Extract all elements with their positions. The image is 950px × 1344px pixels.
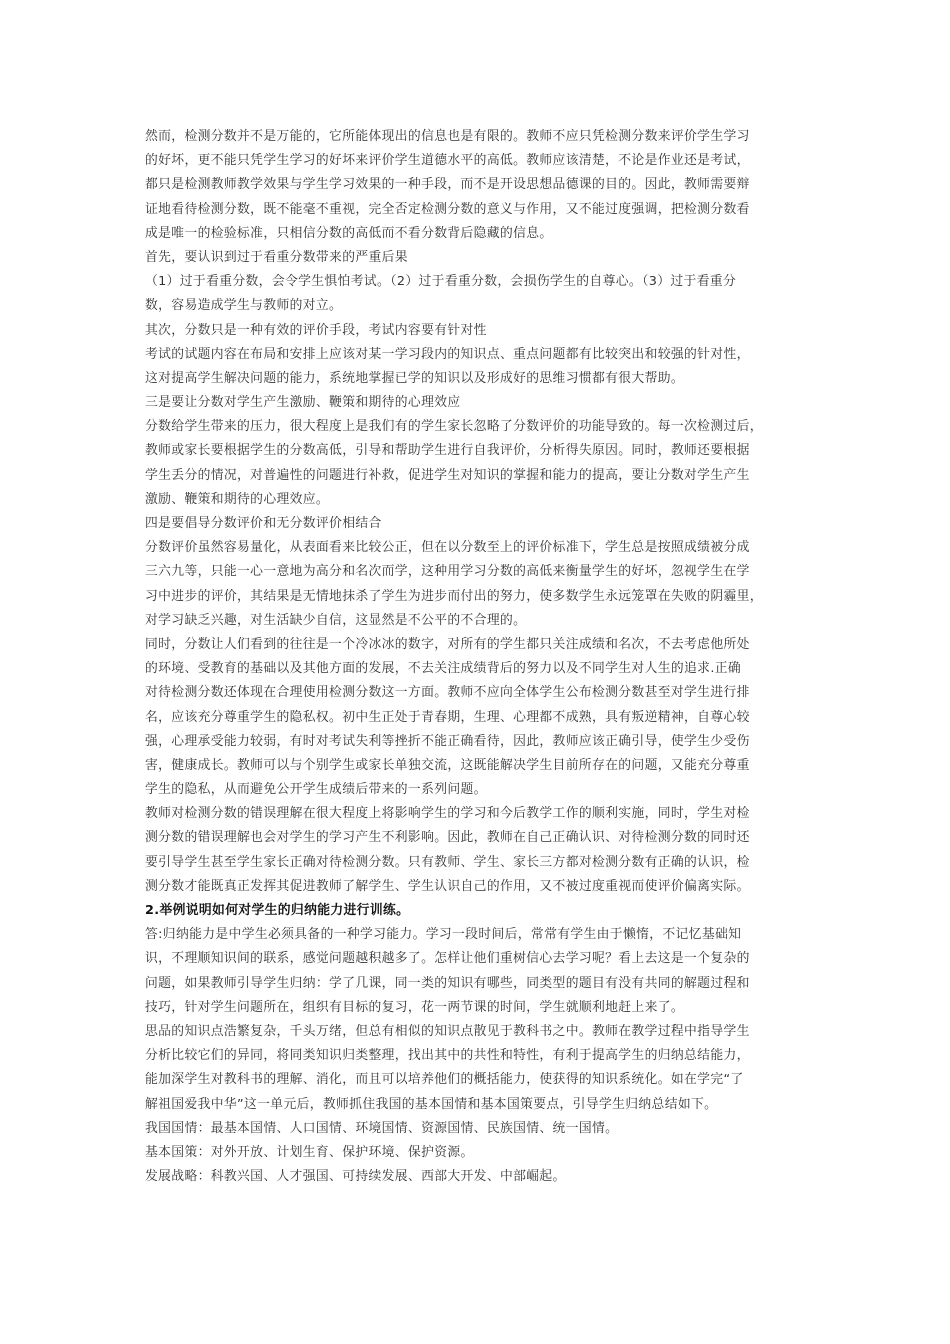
text-line: （1）过于看重分数，会令学生惧怕考试。（2）过于看重分数，会损伤学生的自尊心。（3）过于看重分 [145,274,737,290]
text-line: 三六九等，只能一心一意地为高分和名次而学，这种用学习分数的高低来衡量学生的好坏，忽视学生在学 [145,564,750,580]
text-line: 分数评价虽然容易量化，从表面看来比较公正，但在以分数至上的评价标准下，学生总是按照成绩被分成 [145,540,750,556]
text-line: 这对提高学生解决问题的能力，系统地掌握已学的知识以及形成好的思维习惯都有很大帮助。 [145,370,685,386]
text-line: 害，健康成长。教师可以与个别学生或家长单独交流，这既能解决学生目前所存在的问题，又能充分尊重 [145,757,750,773]
text-line: 问题，如果教师引导学生归纳：学了几课，同一类的知识有哪些，同类型的题目有没有共同的解题过程和 [145,975,750,991]
text-line: 成是唯一的检验标准，只相信分数的高低而不看分数背后隐藏的信息。 [145,225,553,241]
text-line: 学生丢分的情况，对普遍性的问题进行补救，促进学生对知识的掌握和能力的提高，要让分数对学生产生 [145,467,750,483]
text-line: 教师或家长要根据学生的分数高低，引导和帮助学生进行自我评价，分析得失原因。同时，教师还要根据 [145,443,750,459]
text-line: 四是要倡导分数评价和无分数评价相结合 [145,516,382,531]
text-line: 的环境、受教育的基础以及其他方面的发展，不去关注成绩背后的努力以及不同学生对人生的追求.正确 [145,661,742,677]
text-line: 解祖国爱我中华”这一单元后，教师抓住我国的基本国情和基本国策要点，引导学生归纳总结如下。 [145,1096,718,1112]
text-line: 要引导学生甚至学生家长正确对待检测分数。只有教师、学生、家长三方都对检测分数有正确的认识，检 [145,854,750,870]
text-line: 分析比较它们的异同，将同类知识归类整理，找出其中的共性和特性，有利于提高学生的归纳总结能力， [145,1048,750,1064]
text-line: 对学习缺乏兴趣，对生活缺少自信，这显然是不公平的不合理的。 [145,612,527,628]
text-line: 技巧，针对学生问题所在，组织有目标的复习，花一两节课的时间，学生就顺利地赶上来了。 [145,999,685,1015]
text-line: 基本国策：对外开放、计划生育、保护环境、保护资源。 [145,1144,474,1160]
text-line: 能加深学生对教科书的理解、消化，而且可以培养他们的概括能力，使获得的知识系统化。如在学完“了 [145,1072,744,1088]
text-line: 证地看待检测分数，既不能毫不重视，完全否定检测分数的意义与作用，又不能过度强调，把检测分数看 [145,201,750,217]
text-line: 教师对检测分数的错误理解在很大程度上将影响学生的学习和今后教学工作的顺利实施，同时，学生对检 [145,806,750,822]
text-line: 对待检测分数还体现在合理使用检测分数这一方面。教师不应向全体学生公布检测分数甚至对学生进行排 [145,685,750,701]
text-line: 同时，分数让人们看到的往往是一个冷冰冰的数字，对所有的学生都只关注成绩和名次，不去考虑他所处 [145,636,750,652]
text-line: 首先，要认识到过于看重分数带来的严重后果 [145,249,408,265]
text-line: 其次，分数只是一种有效的评价手段，考试内容要有针对性 [145,322,487,338]
text-line: 学生的隐私，从而避免公开学生成绩后带来的一系列问题。 [145,782,487,798]
text-line: 三是要让分数对学生产生激励、鞭策和期待的心理效应 [145,395,461,411]
text-line: 我国国情：最基本国情、人口国情、环境国情、资源国情、民族国情、统一国情。 [145,1120,619,1136]
text-line: 激励、鞭策和期待的心理效应。 [145,491,330,507]
text-line: 名，应该充分尊重学生的隐私权。初中生正处于青春期，生理、心理都不成熟，具有叛逆精神，自尊心较 [145,709,750,725]
document-page [145,125,820,1189]
text-line: 数，容易造成学生与教师的对立。 [145,298,343,314]
text-line: 答:归纳能力是中学生必须具备的一种学习能力。学习一段时间后，常常有学生由于懒惰，不记忆基础知 [145,927,742,943]
text-line: 习中进步的评价，其结果是无情地抹杀了学生为进步而付出的努力，使多数学生永远笼罩在失败的阴霾里， [145,588,763,604]
text-line: 强，心理承受能力较弱，有时对考试失利等挫折不能正确看待，因此，教师应该正确引导，使学生少受伤 [145,733,750,749]
text-line: 考试的试题内容在布局和安排上应该对某一学习段内的知识点、重点问题都有比较突出和较强的针对性， [145,346,750,362]
text-line: 识，不理顺知识间的联系，感觉问题越积越多了。怎样让他们重树信心去学习呢？看上去这是一个复杂的 [145,951,750,967]
text-line: 都只是检测教师教学效果与学生学习效果的一种手段，而不是开设思想品德课的目的。因此，教师需要辩 [145,177,750,193]
text-line: 发展战略：科教兴国、人才强国、可持续发展、西部大开发、中部崛起。 [145,1169,566,1185]
question-heading: 2.举例说明如何对学生的归纳能力进行训练。 [145,903,410,918]
text-line: 然而，检测分数并不是万能的，它所能体现出的信息也是有限的。教师不应只凭检测分数来评价学生学习 [145,129,750,144]
text-line: 测分数的错误理解也会对学生的学习产生不利影响。因此，教师在自己正确认识、对待检测分数的同时还 [145,830,750,846]
text-line: 分数给学生带来的压力，很大程度上是我们有的学生家长忽略了分数评价的功能导致的。每一次检测过后， [145,419,763,435]
text-line: 测分数才能既真正发挥其促进教师了解学生、学生认识自己的作用，又不被过度重视而使评价偏离实际。 [145,878,750,894]
text-line: 的好坏，更不能只凭学生学习的好坏来评价学生道德水平的高低。教师应该清楚，不论是作业还是考试， [145,153,750,169]
text-line: 思品的知识点浩繁复杂，千头万绪，但总有相似的知识点散见于教科书之中。教师在教学过程中指导学生 [145,1023,750,1039]
